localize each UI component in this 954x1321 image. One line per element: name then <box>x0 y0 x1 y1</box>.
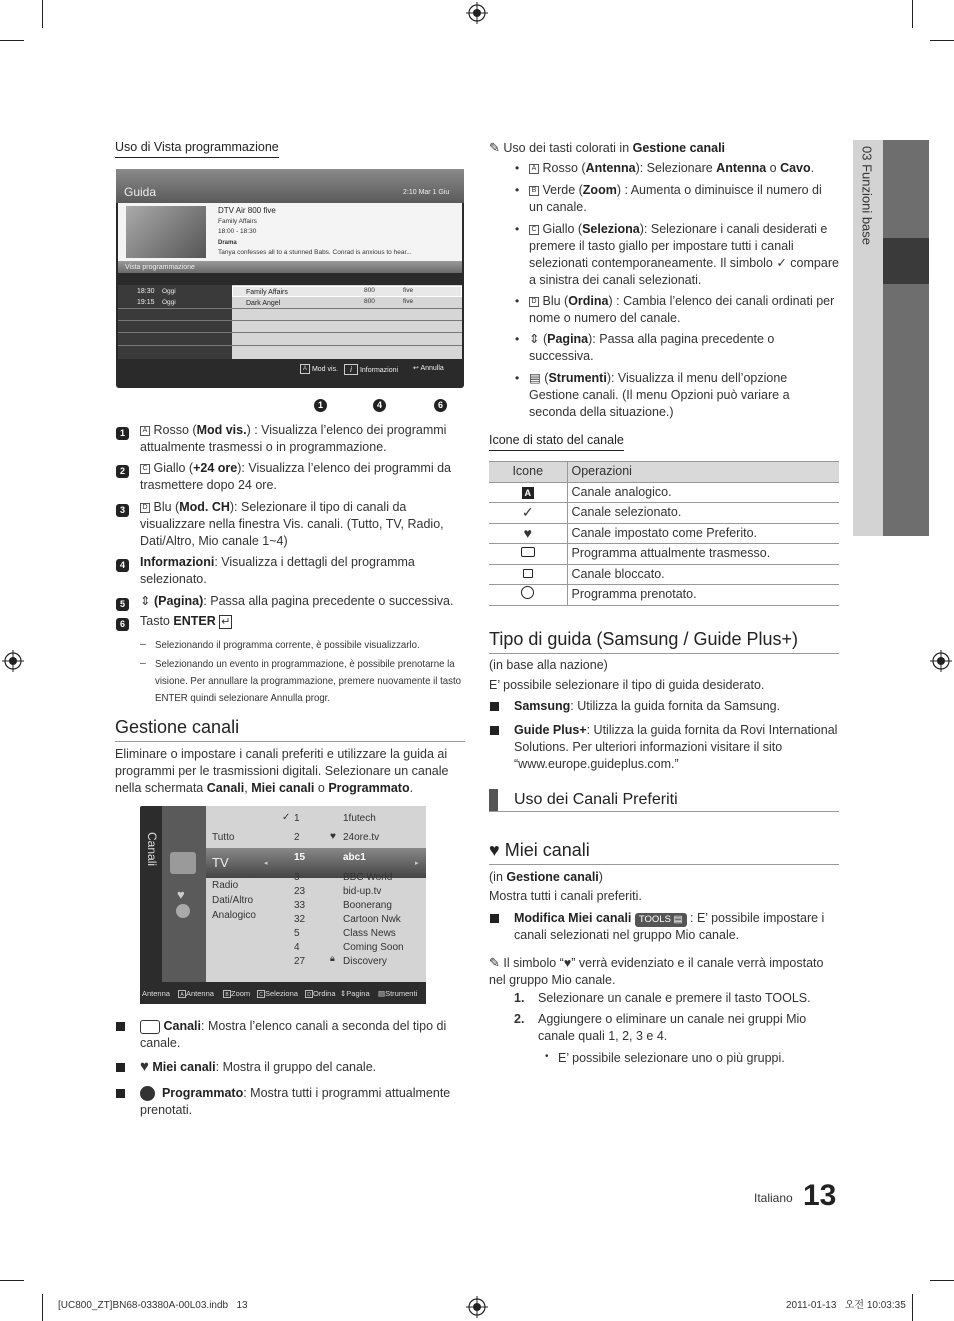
bullet-canali: Canali: Mostra l’elenco canali a seconda del tipo di canale. <box>140 1019 447 1050</box>
clock-icon <box>140 1086 155 1101</box>
registration-mark-icon <box>466 1296 488 1318</box>
modifica-miei-canali: Modifica Miei canali TOOLS ▤ : E’ possibile impostare i canali selezionati nel gruppo Mio canale. <box>514 911 825 942</box>
crop-mark <box>912 1294 913 1321</box>
heart-icon: ♥ <box>523 524 532 541</box>
vista-heading: Uso di Vista programmazione <box>115 139 279 158</box>
crop-mark <box>0 1280 24 1281</box>
crop-mark <box>0 40 24 41</box>
status-table: Icone Operazioni A Canale analogico. ✓ Canale selezionato. ♥ Canale impostato come Preferito. Programma attualmente trasmesso. Canale bloccato. Programma prenotato. <box>489 461 839 606</box>
program-thumbnail <box>126 206 206 258</box>
key-giallo: C Giallo (Seleziona): Selezionare i canali desiderati e premere il tasto giallo per impostare tutti i canali selezionati contemporaneamente. Il simbolo ✓ compare a sinistra dei canali selezionati. <box>529 222 839 287</box>
enter-icon: ↵ <box>221 616 231 628</box>
gestione-heading: Gestione canali <box>115 715 465 742</box>
guide-datetime: 2:10 Mar 1 Giu <box>403 189 450 196</box>
note-schedule: Selezionando un evento in programmazione, è possibile prenotarne la visione. Per annullare la programmazione, premere nuovamente il tasto ENTER quindi selezionare Annulla progr. <box>155 658 462 704</box>
page-number: 13 <box>803 1179 837 1212</box>
page-updown-icon: ⇕ <box>529 332 540 346</box>
bullet-programmato: Programmato: Mostra tutti i programmi attualmente prenotati. <box>140 1086 451 1117</box>
heart-note: ✎ Il simbolo “♥” verrà evidenziato e il canale verrà impostato nel gruppo Mio canale. <box>489 955 824 987</box>
pencil-note-icon: ✎ <box>489 955 500 970</box>
color-keys-note: ✎ Uso dei tasti colorati in Gestione canali <box>489 140 726 155</box>
group-all[interactable]: Tutto <box>212 832 235 843</box>
channel-tv-icon <box>170 852 196 874</box>
guide-type-heading: Tipo di guida (Samsung / Guide Plus+) <box>489 627 839 654</box>
lock-icon: 🔒︎ <box>330 953 335 963</box>
crop-mark <box>930 1280 954 1281</box>
tools-button[interactable]: ▤Strumenti <box>378 989 418 998</box>
status-icons-heading: Icone di stato del canale <box>489 432 624 451</box>
crop-mark <box>42 1294 43 1321</box>
key-rosso: A Rosso (Antenna): Selezionare Antenna o Cavo. <box>529 160 839 177</box>
heart-icon: ♥ <box>489 840 500 860</box>
item-pagina: ⇕ (Pagina): Passa alla pagina precedente o successiva. <box>140 594 454 608</box>
guide-title: Guida <box>124 185 157 199</box>
info-icon: i <box>344 364 358 375</box>
guide-samsung: Samsung: Utilizza la guida fornita da Samsung. <box>514 699 781 713</box>
channel-names: 1futech 24ore.tv abc1 BBC World bid-up.tv Boonerang Cartoon Nwk Class News Coming Soon Discovery <box>343 813 404 967</box>
footer-language: Italiano <box>754 1191 793 1205</box>
guide-row-program[interactable]: Family Affairs <box>246 289 288 296</box>
favorites-heading: Uso dei Canali Preferiti <box>514 791 678 808</box>
group-tv[interactable]: TV <box>212 855 229 870</box>
group-radio[interactable]: Radio <box>212 880 239 891</box>
crop-mark <box>42 0 43 28</box>
favorite-heart-icon: ♥ <box>330 831 336 842</box>
key-pagina: ⇕ (Pagina): Passa alla pagina precedente o successiva. <box>529 332 775 363</box>
item-rosso: A Rosso (Mod vis.) : Visualizza l’elenco dei programmi attualmente trasmessi o in programmazione. <box>140 423 447 454</box>
bullet-miei: ♥ Miei canali: Mostra il gruppo del canale. <box>140 1058 377 1075</box>
sort-button[interactable]: D Ordina <box>305 989 336 999</box>
select-button[interactable]: C Seleziona <box>257 989 298 999</box>
callout-1: 1 <box>314 399 327 412</box>
guide-plus: Guide Plus+: Utilizza la guida fornita da Rovi International Solutions. Per ulteriori informazioni visitare il sito “www.europe.guideplus.com.” <box>514 723 838 771</box>
footer-file: [UC800_ZT]BN68-03380A-00L03.indb 13 <box>58 1300 248 1311</box>
check-icon: ✓ <box>521 504 534 521</box>
key-verde: B Verde (Zoom) : Aumenta o diminuisce il numero di un canale. <box>529 183 822 214</box>
guide-row-program[interactable]: Dark Angel <box>246 300 281 307</box>
antenna-button[interactable]: A Antenna <box>178 989 214 999</box>
key-strumenti: ▤ (Strumenti): Visualizza il menu dell’opzione Gestione canali. (Il menu Opzioni può variare a seconda della situazione.) <box>529 371 790 419</box>
registration-mark-icon <box>466 2 488 24</box>
callout-4: 4 <box>373 399 386 412</box>
footer-date: 2011-01-13 오전 10:03:35 <box>786 1300 906 1311</box>
heart-icon: ♥ <box>140 1058 149 1075</box>
item-enter: Tasto ENTER ↵ <box>140 614 231 628</box>
zoom-button[interactable]: B Zoom <box>223 989 250 999</box>
chapter-label: 03 Funzioni base <box>859 146 875 246</box>
channel-list-icon <box>140 1020 160 1034</box>
tools-icon: ▤ <box>529 371 541 385</box>
canali-screenshot: Canali ♥ Tutto TV Radio Dati/Altro Analogico ◂ ▸ ✓ ♥ 🔒︎ 1 2 15 3 23 33 32 5 4 27 1futech 24ore.tv abc1 BBC World bid-up.tv Boonerang Cartoon Nwk Class News Coming Soon Discovery Antenna A Antenna B Zoom C Seleziona D Ordina ⇕Pagina ▤Strumenti <box>140 806 426 1004</box>
gestione-intro: Eliminare o impostare i canali preferiti e utilizzare la guida ai programmi per le trasmissioni digitali. Selezionare un canale nella schermata Canali, Miei canali o Programmato. <box>115 747 449 795</box>
registration-mark-icon <box>930 650 952 672</box>
return-icon: ↩ <box>413 365 419 372</box>
crop-mark <box>930 40 954 41</box>
crop-mark <box>912 0 913 28</box>
pencil-note-icon: ✎ <box>489 140 500 155</box>
page-updown-icon: ⇕ <box>140 594 151 608</box>
chapter-tab-dark <box>883 140 929 536</box>
mod-vis-button[interactable]: A Mod vis. <box>300 364 338 374</box>
info-button[interactable]: i Informazioni <box>344 364 398 375</box>
cancel-button[interactable]: ↩ Annulla <box>413 365 444 372</box>
tv-broadcast-icon <box>521 547 535 557</box>
note-current: Selezionando il programma corrente, è possibile visualizzarlo. <box>155 639 420 651</box>
analog-icon: A <box>522 487 534 499</box>
clock-icon <box>176 904 190 918</box>
page-button[interactable]: ⇕Pagina <box>340 989 370 998</box>
group-analog[interactable]: Analogico <box>212 910 256 921</box>
group-data[interactable]: Dati/Altro <box>212 895 254 906</box>
item-blu: D Blu (Mod. CH): Selezionare il tipo di canali da visualizzare nella finestra Vis. canali. (Tutto, TV, Radio, Dati/Altro, Mio canale 1~4) <box>140 500 444 548</box>
miei-canali-heading: ♥ Miei canali <box>489 838 839 865</box>
clock-icon <box>521 586 534 599</box>
item-giallo: C Giallo (+24 ore): Visualizza l’elenco dei programmi da trasmettere dopo 24 ore. <box>140 461 451 492</box>
tools-badge: TOOLS ▤ <box>635 913 687 927</box>
guide-screenshot: Guida 2:10 Mar 1 Giu DTV Air 800 five Family Affairs 18:00 - 18:30 Drama Tanya confesses all to a stunned Babs. Conrad is anxious to hear... Vista programmazione 18:30 Oggi Family Affairs 800 five 19:15 Oggi Dark Angel 800 five A Mod vis. i Informazioni ↩ Annulla <box>116 169 464 388</box>
channel-numbers: 1 2 15 3 23 33 32 5 4 27 <box>294 813 306 967</box>
item-informazioni: Informazioni: Visualizza i dettagli del programma selezionato. <box>140 555 415 586</box>
lock-icon <box>523 569 533 578</box>
key-blu: D Blu (Ordina) : Cambia l’elenco dei canali ordinati per nome o numero del canale. <box>529 294 835 325</box>
chapter-tab-marker <box>883 238 929 284</box>
registration-mark-icon <box>2 650 24 672</box>
callout-6: 6 <box>434 399 447 412</box>
heart-icon: ♥ <box>177 887 185 902</box>
